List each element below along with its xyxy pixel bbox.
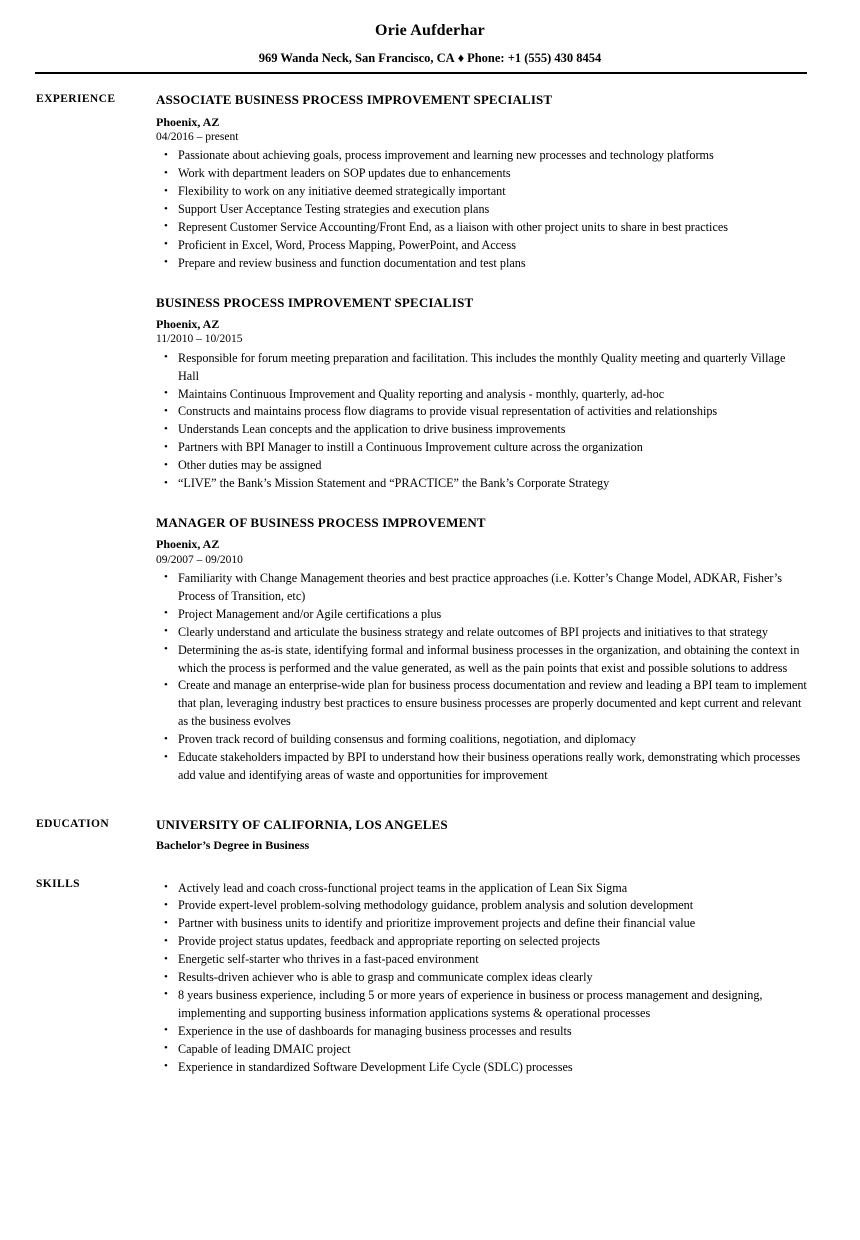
section-spacer xyxy=(0,785,860,817)
job-location: Phoenix, AZ xyxy=(156,537,220,552)
list-item: • Flexibility to work on any initiative deemed strategically important xyxy=(156,183,808,201)
job-dates: 11/2010 – 10/2015 xyxy=(156,333,243,346)
list-item: • Passionate about achieving goals, process improvement and learning new processes and technology platforms xyxy=(156,147,808,165)
list-item: • Project Management and/or Agile certifications a plus xyxy=(156,606,808,624)
list-item: • Experience in standardized Software Development Life Cycle (SDLC) processes xyxy=(156,1059,808,1077)
job-dates: 09/2007 – 09/2010 xyxy=(156,553,243,566)
job-title: ASSOCIATE BUSINESS PROCESS IMPROVEMENT SPECIALIST xyxy=(156,92,553,108)
contact-line xyxy=(0,52,860,66)
list-item: • Capable of leading DMAIC project xyxy=(156,1041,808,1059)
job-title: BUSINESS PROCESS IMPROVEMENT SPECIALIST xyxy=(156,294,474,310)
job-responsibilities-list xyxy=(156,147,808,272)
skills-list xyxy=(156,880,808,1077)
list-item: • Educate stakeholders impacted by BPI to understand how their business operations really work, demonstrating which processes add value and identifying areas of waste and opportunities for improvement xyxy=(156,749,808,785)
section-label-skills: SKILLS xyxy=(36,877,80,890)
resume-header xyxy=(0,0,860,74)
job-responsibilities-list xyxy=(156,570,808,785)
list-item: • Support User Acceptance Testing strategies and execution plans xyxy=(156,201,808,219)
list-item: • “LIVE” the Bank’s Mission Statement and “PRACTICE” the Bank’s Corporate Strategy xyxy=(156,475,808,493)
list-item: • Clearly understand and articulate the business strategy and relate outcomes of BPI projects and initiatives to that strategy xyxy=(156,624,808,642)
list-item: • Responsible for forum meeting preparation and facilitation. This includes the monthly Quality meeting and quarterly Village Hall xyxy=(156,350,808,386)
list-item: • Partner with business units to identify and prioritize improvement projects and define their financial value xyxy=(156,915,808,933)
section-education xyxy=(0,817,860,853)
list-item: • Provide project status updates, feedback and appropriate reporting on selected projects xyxy=(156,933,808,951)
job-location: Phoenix, AZ xyxy=(156,316,220,331)
job-title: MANAGER OF BUSINESS PROCESS IMPROVEMENT xyxy=(156,514,486,530)
job-responsibilities-list xyxy=(156,350,808,493)
section-body-skills xyxy=(156,877,860,1077)
list-item: • Constructs and maintains process flow diagrams to provide visual representation of activities and relationships xyxy=(156,403,808,421)
list-item: • Familiarity with Change Management theories and best practice approaches (i.e. Kotter’s Change Model, ADKAR, Fisher’s Process of Transition, etc) xyxy=(156,570,808,606)
list-item: • Prepare and review business and function documentation and test plans xyxy=(156,255,808,273)
job-entry xyxy=(156,295,808,493)
diamond-separator-icon: ♦ xyxy=(457,50,465,65)
list-item: • Actively lead and coach cross-functional project teams in the application of Lean Six Sigma xyxy=(156,880,808,898)
section-skills xyxy=(0,877,860,1077)
job-spacer xyxy=(156,493,808,515)
candidate-name: Orie Aufderhar xyxy=(375,22,485,39)
section-label-experience: EXPERIENCE xyxy=(36,93,116,106)
list-item: • Represent Customer Service Accounting/Front End, as a liaison with other project units to share in best practices xyxy=(156,219,808,237)
job-entry xyxy=(156,92,808,272)
job-dates: 04/2016 – present xyxy=(156,130,239,143)
education-school: UNIVERSITY OF CALIFORNIA, LOS ANGELES xyxy=(156,816,448,832)
list-item: • Partners with BPI Manager to instill a Continuous Improvement culture across the organization xyxy=(156,439,808,457)
list-item: • Experience in the use of dashboards for managing business processes and results xyxy=(156,1023,808,1041)
list-item: • Maintains Continuous Improvement and Quality reporting and analysis - monthly, quarterly, ad-hoc xyxy=(156,386,808,404)
section-body-experience xyxy=(156,92,860,785)
job-location: Phoenix, AZ xyxy=(156,114,220,129)
section-spacer xyxy=(0,853,860,877)
list-item: • Create and manage an enterprise-wide plan for business process documentation and review and leading a BPI team to implement that plan, leveraging industry best practices to ensure business processes are properly documented and kept current and relevant as the business evolves xyxy=(156,677,808,731)
header-divider xyxy=(35,72,807,74)
section-body-education xyxy=(156,817,860,853)
list-item: • Proven track record of building consensus and forming coalitions, negotiation, and diplomacy xyxy=(156,731,808,749)
list-item: • Provide expert-level problem-solving methodology guidance, problem analysis and solution development xyxy=(156,897,808,915)
list-item: • 8 years business experience, including 5 or more years of experience in business or process management and designing, implementing and supporting business information applications systems & operational processes xyxy=(156,987,808,1023)
education-degree: Bachelor’s Degree in Business xyxy=(156,838,310,853)
list-item: • Energetic self-starter who thrives in a fast-paced environment xyxy=(156,951,808,969)
section-experience xyxy=(0,92,860,785)
job-spacer xyxy=(156,273,808,295)
list-item: • Understands Lean concepts and the application to drive business improvements xyxy=(156,421,808,439)
job-entry xyxy=(156,515,808,785)
list-item: • Proficient in Excel, Word, Process Mapping, PowerPoint, and Access xyxy=(156,237,808,255)
list-item: • Results-driven achiever who is able to grasp and communicate complex ideas clearly xyxy=(156,969,808,987)
list-item: • Work with department leaders on SOP updates due to enhancements xyxy=(156,165,808,183)
list-item: • Other duties may be assigned xyxy=(156,457,808,475)
list-item: • Determining the as-is state, identifying formal and informal business processes in the organization, and obtaining the context in which the process is performed and the value generated, as well as the pain points that exist and possible solutions to address xyxy=(156,642,808,678)
contact-address: 969 Wanda Neck, San Francisco, CA xyxy=(258,50,455,65)
section-label-education: EDUCATION xyxy=(36,817,110,830)
contact-phone: Phone: +1 (555) 430 8454 xyxy=(467,50,602,65)
